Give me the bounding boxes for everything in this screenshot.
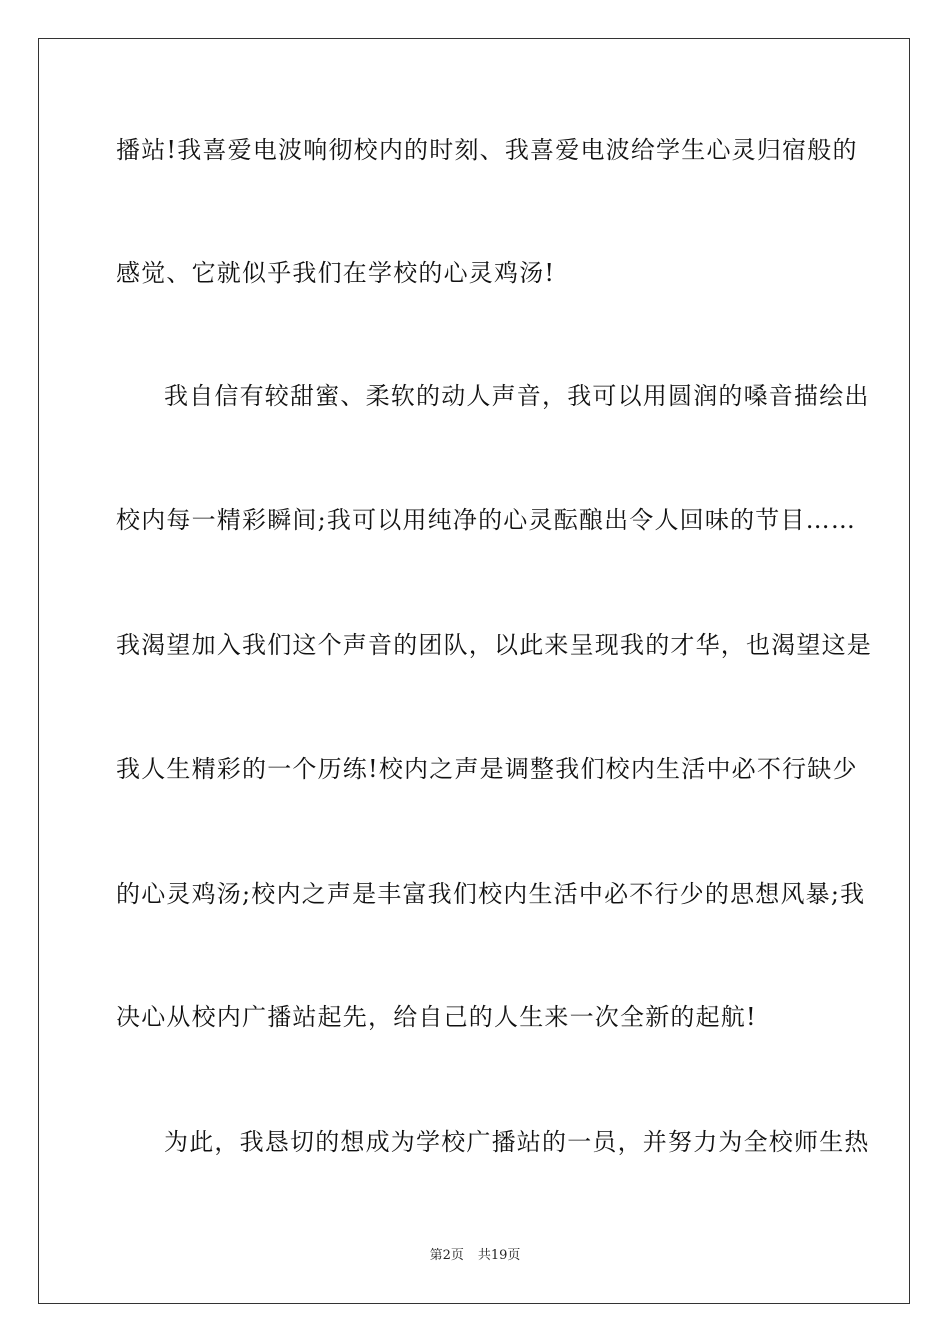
page-footer xyxy=(0,1247,950,1265)
text-line-4: 校内每一精彩瞬间;我可以用纯净的心灵酝酿出令人回味的节目…… xyxy=(116,506,857,534)
page-total: 共19页 xyxy=(477,1248,521,1263)
text-line-5: 我渴望加入我们这个声音的团队，以此来呈现我的才华，也渴望这是 xyxy=(116,631,872,659)
page-number: 第2页 xyxy=(429,1248,464,1263)
page-border xyxy=(38,38,910,1304)
text-line-6: 我人生精彩的一个历练!校内之声是调整我们校内生活中必不行缺少 xyxy=(116,755,858,783)
text-line-2: 感觉、它就似乎我们在学校的心灵鸡汤! xyxy=(116,259,556,287)
text-line-7: 的心灵鸡汤;校内之声是丰富我们校内生活中必不行少的思想风暴;我 xyxy=(116,880,866,908)
text-line-1: 播站!我喜爱电波响彻校内的时刻、我喜爱电波给学生心灵归宿般的 xyxy=(116,136,858,164)
text-line-3: 我自信有较甜蜜、柔软的动人声音，我可以用圆润的嗓音描绘出 xyxy=(164,382,870,410)
text-line-9: 为此，我恳切的想成为学校广播站的一员，并努力为全校师生热 xyxy=(164,1128,870,1156)
text-line-8: 决心从校内广播站起先，给自己的人生来一次全新的起航! xyxy=(116,1003,757,1031)
